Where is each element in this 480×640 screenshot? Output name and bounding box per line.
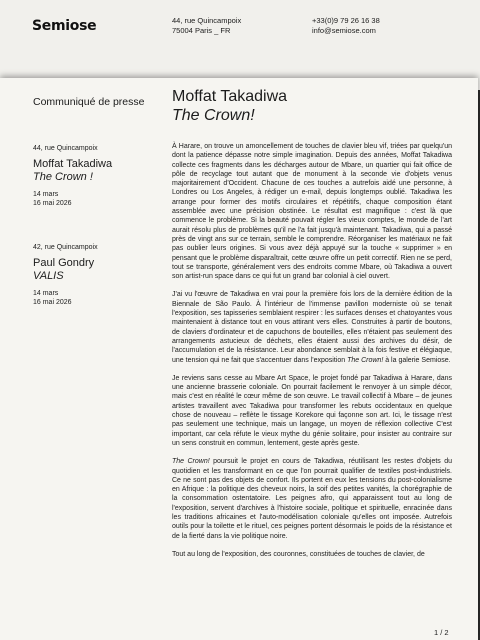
inline-title: The Crown! xyxy=(347,356,384,364)
main-exhibition-title: The Crown! xyxy=(172,107,255,124)
exhibition-block xyxy=(33,244,98,307)
paragraph-text: à la galerie Semiose. xyxy=(383,356,451,364)
press-release-body xyxy=(172,142,452,568)
gallery-logo: Semiose xyxy=(32,18,97,34)
press-release-label: Communiqué de presse xyxy=(33,96,145,108)
exhibition-artist: Moffat Takadiwa xyxy=(33,158,113,170)
body-paragraph xyxy=(172,457,452,541)
address-line: 44, rue Quincampoix xyxy=(172,16,242,25)
body-paragraph xyxy=(172,290,452,364)
body-paragraph: Je reviens sans cesse au Mbare Art Space, le projet fondé par Takadiwa à Harare, dans une ancienne brasserie coloniale. On pourrait facilement le renvoyer à un simple décor, mais c'est en réalité le cœur même de son œuvre. Le travail collectif à Mbare – de jeunes artistes travaillent avec Takadiwa pour transformer les rebuts occidentaux en quelque chose de nouveau – reflète le tissage Korekore qui façonne son art. Ici, le tissage n'est pas seulement une technique, mais un langage, un moyen de réflexion collective C'est important, car cela réfute le vieux mythe du génie solitaire, pour insister au contraire sur un sens construit en commun, lentement, geste après geste. xyxy=(172,374,452,447)
exhibition-title: VALIS xyxy=(33,270,64,282)
email-address: info@semiose.com xyxy=(312,26,376,35)
paragraph-text: poursuit le projet en cours de Takadiwa, réutilisant les restes d'objets du quotidien et les transformant en ce que l'on pourrait qualifier de textiles post-industriels. Ce ne sont pas des objets de confort. Ils portent en eux les tensions du post-colonialisme en Afrique : la politique des cheveux noirs, la soif des petites vanités, la chorégraphie de la consommation ostentatoire. Les peignes afro, qui apparaissent tout au long de l'exposition, servent d'archives à l'histoire sociale, politique et spirituelle, enracinée dans les traditions africaines et l'auto-modélisation coloniale qu'elles ont imposée. Autrefois outils pour la toilette et le rituel, ces peignes portent désormais le poids de la résistance et de la fierté dans la vie politique noire. xyxy=(172,458,452,540)
exhibition-dates xyxy=(33,190,112,208)
date-start: 14 mars xyxy=(33,290,59,297)
page-number: 1 / 2 xyxy=(434,628,449,637)
gallery-address xyxy=(172,16,241,36)
exhibition-artist: Paul Gondry xyxy=(33,257,95,269)
phone-number: +33(0)9 79 26 16 38 xyxy=(312,16,380,25)
header-sheet xyxy=(0,0,480,90)
exhibition-block xyxy=(33,145,112,208)
date-end: 16 mai 2026 xyxy=(33,299,72,306)
exhibition-address: 44, rue Quincampoix xyxy=(33,145,98,152)
body-paragraph: Tout au long de l'exposition, des couronnes, constituées de touches de clavier, de xyxy=(172,550,425,558)
address-line: 75004 Paris _ FR xyxy=(172,26,231,35)
exhibition-title: The Crown ! xyxy=(33,171,93,183)
inline-title: The Crown! xyxy=(172,458,210,466)
exhibition-address: 42, rue Quincampoix xyxy=(33,244,98,251)
body-paragraph: À Harare, on trouve un amoncellement de touches de clavier bleu vif, triées par quelqu'un dont la patience dépasse notre simple imagination. Depuis des années, Moffat Takadiwa collecte ces fragments dans les décharges autour de Mbare, un quartier qui fait office de pôle de recyclage tout autant que de monument à la seconde vie d'objets venus majoritairement d'Occident. Chacune de ces touches a autrefois aidé une personne, à Londres ou Los Angeles, à rédiger un e-mail, depuis longtemps oublié. Takadiwa les arrange pour former des motifs circulaires et répétitifs, chaque composition étant assemblée avec une précision obstinée. Le résultat est magnifique : c'est là que commence le problème. Si la beauté pouvait régler les vieux comptes, le monde de l'art aurait résolu plus de problèmes qu'il ne l'a fait jusqu'à maintenant. Takadiwa, qui a passé près de vingt ans sur ce terrain, semble le comprendre. Réorganiser les matériaux ne fait pas oublier leurs origines. Si vous avez déjà appuyé sur la touche « supprimer » en pensant que le problème disparaîtrait, cette œuvre offre un petit correctif. Rien ne se perd, tout se transporte, généralement vers des endroits comme Mbare, où Takadiwa a ouvert son artist-run space dans ce qui fut un grand bar colonial à ciel ouvert. xyxy=(172,143,452,281)
date-start: 14 mars xyxy=(33,191,59,198)
gallery-contact xyxy=(312,16,380,36)
date-end: 16 mai 2026 xyxy=(33,200,72,207)
main-artist-name: Moffat Takadiwa xyxy=(172,88,288,105)
exhibition-dates xyxy=(33,289,98,307)
paragraph-text: J'ai vu l'œuvre de Takadiwa en vrai pour la première fois lors de la dernière édition de la Biennale de São Paulo. À l'intérieur de l'immense pavillon moderniste où se tenait l'exposition, ses tapisseries semblaient respirer : les surfaces denses et chatoyantes vous maintenaient à distance tout en vous attirant vers elles. Construites à partir de boutons, de claviers d'ordinateur et de capuchons de bouteilles, elles n'étaient pas seulement des arrangements astucieux de déchets, elles étaient aussi des archives du désir, de l'accumulation et de la résistance. Leur abondance semblait à la fois festive et élégiaque, une tension qui ne fait que s'accentuer dans l'exposition xyxy=(172,291,452,364)
